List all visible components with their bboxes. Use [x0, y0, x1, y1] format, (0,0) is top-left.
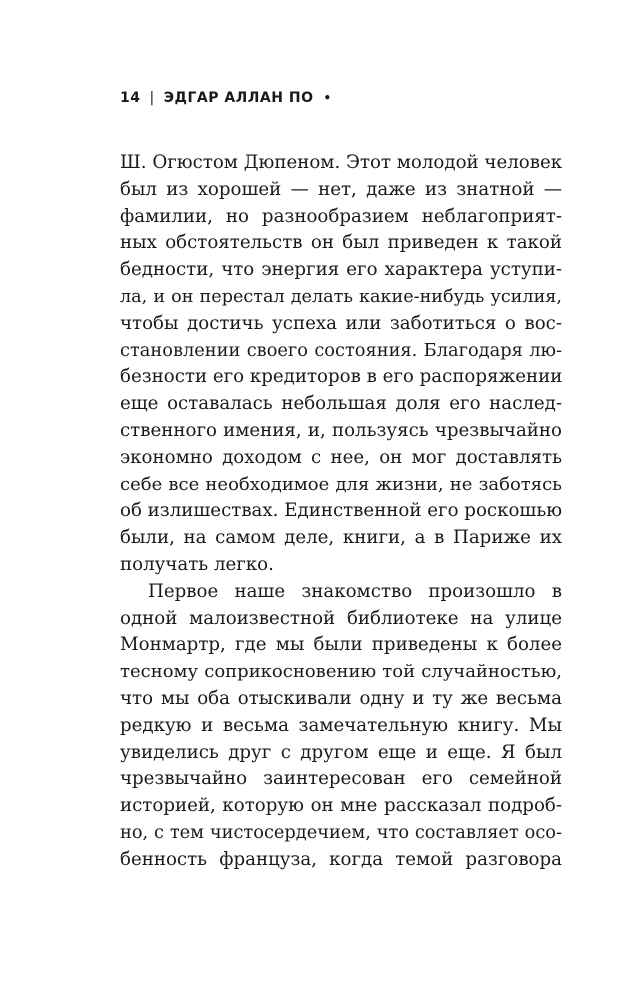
- author-name: ЭДГАР АЛЛАН ПО: [163, 90, 314, 106]
- text-line: тесному соприкосновению той случайностью,: [120, 661, 562, 683]
- text-line: бедности, что энергия его характера уступи-: [120, 259, 562, 281]
- page-number: 14: [120, 90, 141, 106]
- header-separator: |: [149, 90, 155, 106]
- text-line: получать легко.: [120, 553, 274, 575]
- text-line: Монмартр, где мы были приведены к более: [120, 634, 562, 656]
- text-line: об излишествах. Единственной его роскошью: [120, 500, 562, 522]
- text-line: ственного имения, и, пользуясь чрезвычайно: [120, 419, 562, 441]
- body-text: [120, 150, 562, 874]
- text-line: Ш. Огюстом Дюпеном. Этот молодой человек: [120, 152, 562, 173]
- text-line: был из хорошей — нет, даже из знатной —: [120, 178, 562, 200]
- text-line: чрезвычайно заинтересован его семейной: [120, 768, 562, 790]
- text-line: были, на самом деле, книги, а в Париже их: [120, 527, 562, 549]
- text-line: увиделись друг с другом еще и еще. Я был: [120, 741, 562, 763]
- text-line: ных обстоятельств он был приведен к такой: [120, 232, 562, 254]
- text-line: ла, и он перестал делать какие-нибудь усилия,: [120, 286, 562, 307]
- text-line: экономно доходом с нее, он мог доставлять: [120, 446, 562, 468]
- text-line: что мы оба отыскивали одну и ту же весьма: [120, 687, 562, 709]
- text-line: фамилии, но разнообразием неблагоприят-: [120, 205, 562, 227]
- text-line: еще оставалась небольшая доля его наслед-: [120, 393, 562, 415]
- text-line: становлении своего состояния. Благодаря лю-: [120, 339, 562, 361]
- bullet-icon: •: [323, 91, 332, 105]
- text-line: чтобы достичь успеха или заботиться о вос-: [120, 312, 562, 334]
- text-line: бенность француза, когда темой разговора: [120, 848, 562, 870]
- text-line: Первое наше знакомство произошло в: [148, 580, 562, 602]
- text-line: одной малоизвестной библиотеке на улице: [120, 607, 562, 629]
- text-line: себе все необходимое для жизни, не заботясь: [120, 473, 562, 495]
- text-line: редкую и весьма замечательную книгу. Мы: [120, 714, 562, 736]
- text-line: историей, которую он мне рассказал подроб-: [120, 795, 562, 817]
- text-line: но, с тем чистосердечием, что составляет осо-: [120, 821, 562, 843]
- running-head: [120, 90, 332, 106]
- text-line: безности его кредиторов в его распоряжении: [120, 366, 562, 388]
